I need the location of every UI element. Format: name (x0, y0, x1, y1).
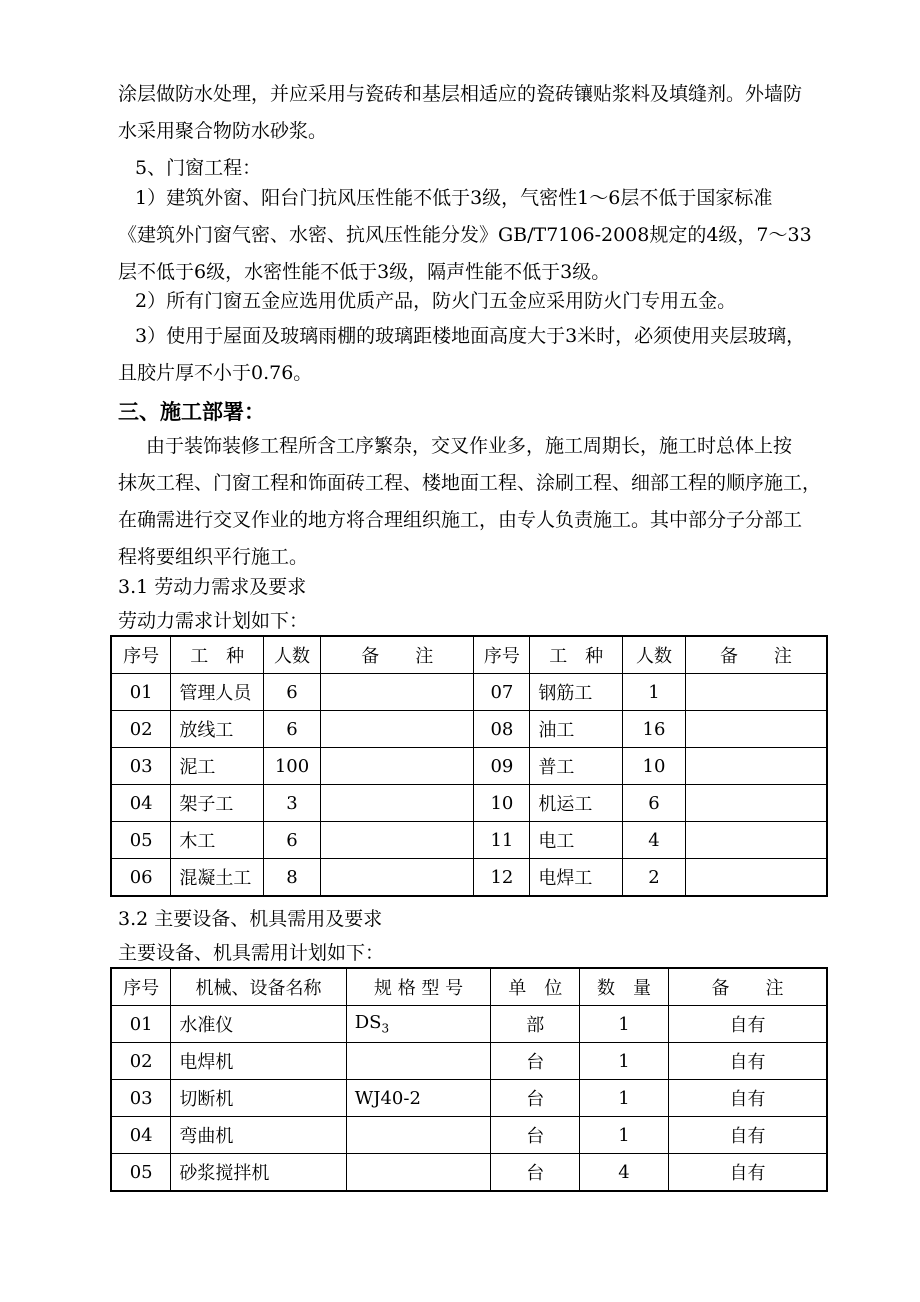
cell: 放线工 (171, 711, 264, 748)
cell: 04 (111, 785, 171, 822)
text-line: 由于装饰装修工程所含工序繁杂，交叉作业多，施工周期长，施工时总体上按 (146, 435, 793, 457)
table-row (111, 1080, 827, 1117)
header-cell: 备 注 (320, 636, 474, 674)
header-cell: 序号 (111, 968, 171, 1006)
text-line: 水采用聚合物防水砂浆。 (118, 120, 328, 142)
paragraph-windows-3 (118, 318, 818, 392)
table-row (111, 711, 827, 748)
table-row (111, 1043, 827, 1080)
model-text: DS (354, 1012, 382, 1034)
cell: 02 (111, 711, 171, 748)
item-5-heading: 5、门窗工程： (135, 157, 262, 179)
cell: 泥工 (171, 748, 264, 785)
cell: 4 (623, 822, 686, 859)
cell: 自有 (668, 1080, 827, 1117)
cell: 油工 (530, 711, 623, 748)
header-cell: 工 种 (171, 636, 264, 674)
section-3-2-heading: 3.2 主要设备、机具需用及要求 (118, 908, 383, 930)
text-line: 抹灰工程、门窗工程和饰面砖工程、楼地面工程、涂刷工程、细部工程的顺序施工， (118, 472, 822, 494)
cell: 03 (111, 748, 171, 785)
cell (685, 859, 827, 897)
cell: 16 (623, 711, 686, 748)
header-cell: 备 注 (685, 636, 827, 674)
cell: 03 (111, 1080, 171, 1117)
cell (320, 711, 474, 748)
cell: 01 (111, 1006, 171, 1043)
cell (346, 1154, 491, 1192)
text-line: 程将要组织平行施工。 (118, 546, 309, 568)
paragraph-waterproof (118, 76, 818, 150)
cell: 管理人员 (171, 674, 264, 711)
cell: WJ40-2 (346, 1080, 491, 1117)
cell: 台 (491, 1117, 580, 1154)
header-cell: 工 种 (530, 636, 623, 674)
header-cell: 人数 (623, 636, 686, 674)
cell: 水准仪 (171, 1006, 346, 1043)
cell: 自有 (668, 1117, 827, 1154)
table-row (111, 822, 827, 859)
cell: 弯曲机 (171, 1117, 346, 1154)
labor-table (110, 635, 828, 897)
header-cell: 序号 (111, 636, 171, 674)
cell: 12 (474, 859, 530, 897)
cell: 10 (623, 748, 686, 785)
cell: 钢筋工 (530, 674, 623, 711)
cell: 台 (491, 1154, 580, 1192)
cell (685, 748, 827, 785)
cell: 自有 (668, 1006, 827, 1043)
cell: 自有 (668, 1154, 827, 1192)
text-line: 3）使用于屋面及玻璃雨棚的玻璃距楼地面高度大于3米时，必须使用夹层玻璃， (135, 325, 806, 347)
table-header-row (111, 968, 827, 1006)
cell (685, 674, 827, 711)
text-line: 涂层做防水处理，并应采用与瓷砖和基层相适应的瓷砖镶贴浆料及填缝剂。外墙防 (118, 83, 803, 105)
text-line: 1）建筑外窗、阳台门抗风压性能不低于3级，气密性1～6层不低于国家标准 (135, 187, 773, 209)
header-cell: 数 量 (580, 968, 669, 1006)
cell: 切断机 (171, 1080, 346, 1117)
cell (346, 1043, 491, 1080)
cell: 05 (111, 822, 171, 859)
table-row (111, 859, 827, 897)
cell: 6 (264, 674, 321, 711)
cell: 09 (474, 748, 530, 785)
header-cell: 单 位 (491, 968, 580, 1006)
cell: 6 (623, 785, 686, 822)
equipment-table (110, 967, 828, 1192)
cell: 3 (264, 785, 321, 822)
cell: 台 (491, 1043, 580, 1080)
cell: 100 (264, 748, 321, 785)
table-row (111, 674, 827, 711)
cell: 台 (491, 1080, 580, 1117)
header-cell: 序号 (474, 636, 530, 674)
table-header-row (111, 636, 827, 674)
cell: 6 (264, 711, 321, 748)
cell: 04 (111, 1117, 171, 1154)
cell: 混凝土工 (171, 859, 264, 897)
cell: 11 (474, 822, 530, 859)
section-3-title: 三、施工部署： (118, 399, 265, 424)
header-cell: 机械、设备名称 (171, 968, 346, 1006)
table-row (111, 1154, 827, 1192)
cell (685, 822, 827, 859)
cell: 机运工 (530, 785, 623, 822)
paragraph-windows-2: 2）所有门窗五金应选用优质产品，防火门五金应采用防火门专用五金。 (135, 290, 737, 312)
equipment-intro: 主要设备、机具需用计划如下： (118, 942, 385, 964)
cell: 2 (623, 859, 686, 897)
header-cell: 规 格 型 号 (346, 968, 491, 1006)
cell: 8 (264, 859, 321, 897)
model-subscript: 3 (381, 1021, 390, 1036)
cell: 4 (580, 1154, 669, 1192)
section-3-body (118, 428, 822, 576)
cell: 10 (474, 785, 530, 822)
table-row (111, 1006, 827, 1043)
cell: 01 (111, 674, 171, 711)
cell: 08 (474, 711, 530, 748)
header-cell: 备 注 (668, 968, 827, 1006)
cell (320, 674, 474, 711)
text-line: 层不低于6级，水密性能不低于3级，隔声性能不低于3级。 (118, 261, 611, 283)
table-row (111, 748, 827, 785)
cell: 砂浆搅拌机 (171, 1154, 346, 1192)
cell (346, 1117, 491, 1154)
cell (320, 859, 474, 897)
table-row (111, 1117, 827, 1154)
cell: 1 (580, 1117, 669, 1154)
cell: 1 (580, 1080, 669, 1117)
table-row (111, 785, 827, 822)
section-3-1-heading: 3.1 劳动力需求及要求 (118, 576, 307, 598)
cell (685, 785, 827, 822)
cell: 06 (111, 859, 171, 897)
header-cell: 人数 (264, 636, 321, 674)
cell: 普工 (530, 748, 623, 785)
cell (320, 785, 474, 822)
cell: 部 (491, 1006, 580, 1043)
cell (320, 748, 474, 785)
cell (685, 711, 827, 748)
cell: 02 (111, 1043, 171, 1080)
cell: 木工 (171, 822, 264, 859)
cell: 1 (580, 1006, 669, 1043)
cell-model (346, 1006, 491, 1043)
cell (320, 822, 474, 859)
cell: 1 (623, 674, 686, 711)
cell: 电焊机 (171, 1043, 346, 1080)
text-line: 《建筑外门窗气密、水密、抗风压性能分发》GB/T7106-2008规定的4级，7～33 (118, 224, 812, 246)
cell: 6 (264, 822, 321, 859)
text-line: 且胶片厚不小于0.76。 (118, 362, 313, 384)
cell: 1 (580, 1043, 669, 1080)
cell: 07 (474, 674, 530, 711)
cell: 电工 (530, 822, 623, 859)
labor-intro: 劳动力需求计划如下： (118, 610, 309, 632)
text-line: 在确需进行交叉作业的地方将合理组织施工，由专人负责施工。其中部分子分部工 (118, 509, 803, 531)
cell: 自有 (668, 1043, 827, 1080)
cell: 电焊工 (530, 859, 623, 897)
cell: 架子工 (171, 785, 264, 822)
paragraph-windows-1 (118, 180, 818, 291)
cell: 05 (111, 1154, 171, 1192)
